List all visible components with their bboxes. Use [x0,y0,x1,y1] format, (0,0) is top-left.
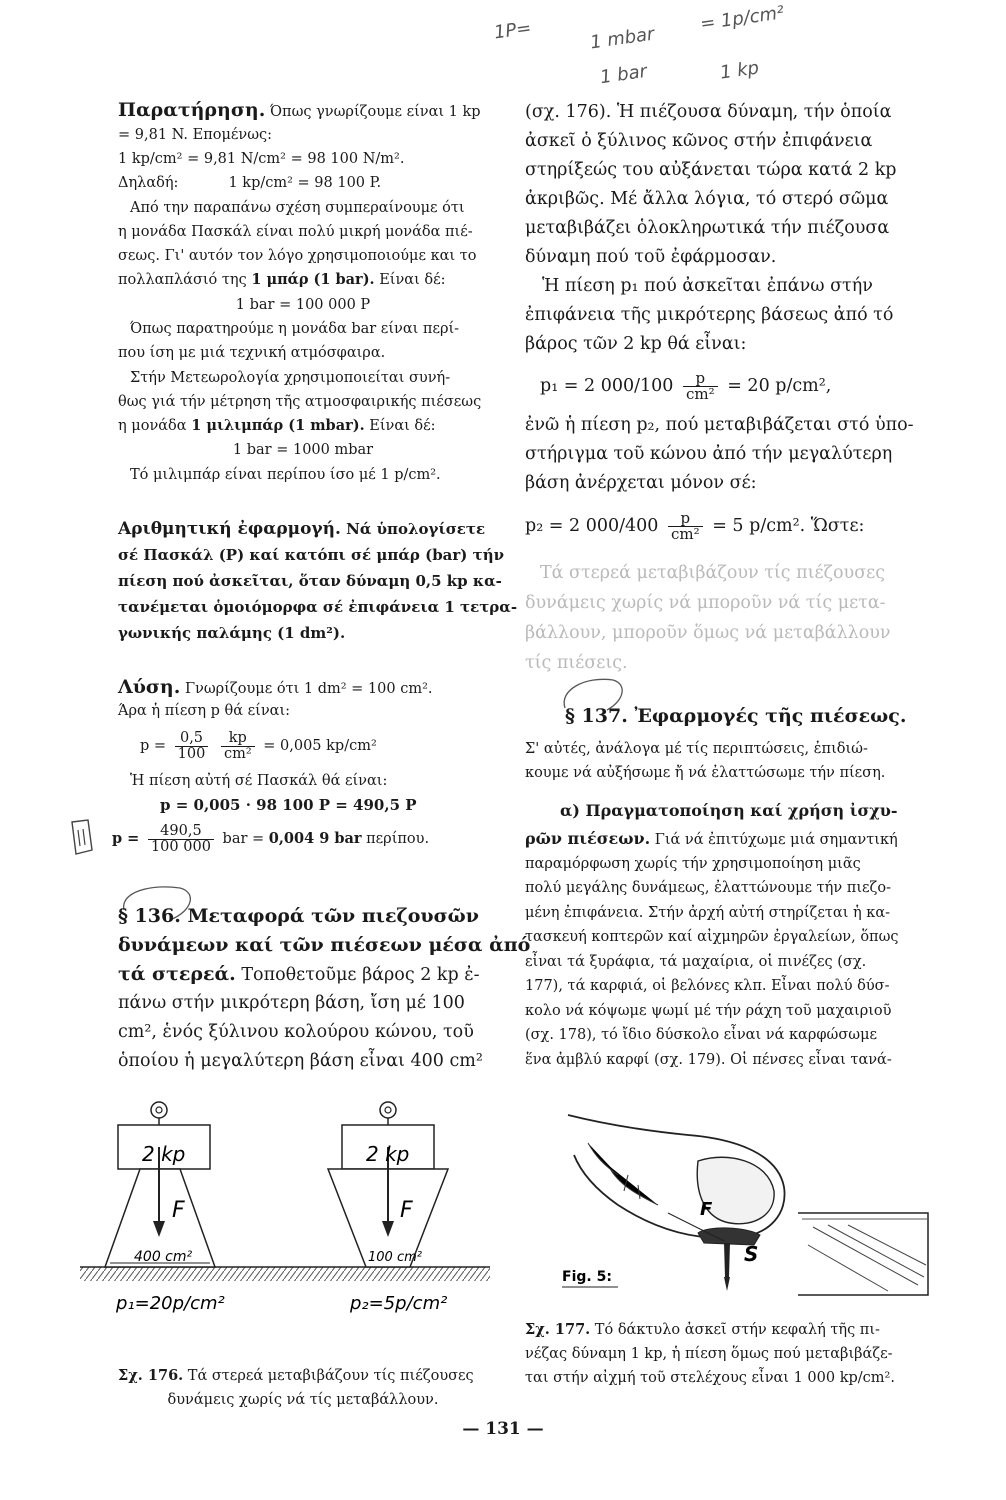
area-label-right: 100 cm² [368,1250,422,1265]
text-line: ἕνα ἀμβλύ καρφί (σχ. 179). Οἱ πένσες εἶναι τανά- [525,1052,892,1068]
fig-label: Fig. 5: [562,1269,612,1285]
handwritten-note: 1 bar [598,60,649,89]
text-line: (σχ. 176). Ἡ πιέζουσα δύναμη, τήν ὁποία [525,102,892,122]
weight-label-right: 2 kp [366,1142,410,1166]
weight-label-left: 2 kp [142,1142,186,1166]
application-title: Αριθμητική ἐφαρμογή. [118,519,341,539]
thumbtack-pin [724,1243,730,1277]
page-number: — 131 — [462,1419,544,1439]
text-line: θως γιά τήν μέτρηση τῆς ατμοσφαιρικής πιέσεως [118,394,482,410]
application-text: τανέμεται ὁμοιόμορφα σέ ἐπιφάνεια 1 τετρα- [118,598,518,616]
label-s: S [744,1242,759,1266]
text-line: Ἡ πίεση αὐτή σέ Πασκάλ θά είναι: [130,773,388,789]
section-136-line: cm², ἑνός ξύλινου κολούρου κώνου, τοῦ [118,1022,474,1042]
text-line: κολο νά κόψωμε ψωμί μέ τήν ράχη τοῦ μαχαιριοῦ [525,1003,892,1019]
text-line: σεως. Γι' αυτόν τον λόγο χρησιμοποιούμε και το [118,248,477,264]
equation-5: p₂ = 2 000/400 $\frac{p}{\text{cm²}}$ = 5 p/cm². Ὥστε: [525,509,865,543]
text-line: ἐνῶ ἡ πίεση p₂, πού μεταβιβάζεται στό ὑπο- [525,415,914,435]
text-line: Ἡ πίεση p₁ πού ἀσκεῖται ἐπάνω στήν [542,276,873,296]
formula-line: 1 bar = 1000 mbar [232,442,374,458]
section-136-line: πάνω στήν μικρότερη βάση, ἴση μέ 100 [118,993,465,1013]
section-136-title: δυνάμεων καί τῶν πιέσεων μέσα ἀπό [118,934,531,956]
section-136-line: ὁποίου ἡ μεγαλύτερη βάση εἶναι 400 cm² [118,1051,483,1071]
text-line: Στήν Μετεωρολογία χρησιμοποιείται συνή- [130,370,451,386]
application-text: πίεση πού ἀσκεῖται, ὅταν δύναμη 0,5 kp κα- [118,572,502,590]
text-line: πολύ μεγάλης δυνάμεως, ἐλαττώνουμε τήν πιεζο- [525,880,892,896]
text-line: Τό μιλιμπάρ είναι περίπου ίσο μέ 1 p/cm². [130,467,441,483]
equation-2: p = 0,005 · 98 100 P = 490,5 P [160,796,417,814]
text-line: τασκευή κοπτερῶν καί αἰχμηρῶν ἐργαλείων, ὅπως [525,929,899,945]
formula-line: 1 bar = 100 000 P [235,297,371,313]
faded-conclusion: βάλλουν, μποροῦν ὅμως νά μεταβάλλουν [525,623,891,643]
text-line: στήριγμα τοῦ κώνου ἀπό τήν μεγαλύτερη [525,444,893,464]
text-line: κουμε νά αὐξήσωμε ἤ νά ἐλαττώσωμε τήν πίεση. [525,765,886,781]
remark-line: Παρατήρηση. Όπως γνωρίζουμε είναι 1 kp [118,99,481,121]
text-line: που ίση με μιά τεχνική ατμόσφαιρα. [118,345,386,361]
frustum-right [328,1102,448,1267]
text-line: μεταβιβάζει ὁλοκληρωτικά τήν πιέζουσα [525,218,890,238]
faded-conclusion: δυνάμεις χωρίς νά μποροῦν νά τίς μετα- [525,593,886,613]
section-136-line: τά στερεά. Τοποθετοῦμε βάρος 2 kp ἐ- [118,963,480,985]
text-line: ρῶν πιέσεων. Γιά νά ἐπιτύχωμε μιά σημαντική [525,829,898,848]
application-line: Αριθμητική ἐφαρμογή. Νά ὑπολογίσετε [118,519,486,539]
text-line: η μονάδα Πασκάλ είναι πολύ μικρή μονάδα πιέ- [118,224,473,240]
formula-line: 1 kp/cm² = 9,81 N/cm² = 98 100 N/m². [118,151,405,167]
force-label-left: F [172,1198,185,1223]
text-line: ἐπιφάνεια τῆς μικρότερης βάσεως ἀπό τό [525,305,894,325]
frustum-left [105,1102,215,1267]
figure-176-caption: Σχ. 176. Τά στερεά μεταβιβάζουν τίς πιέζουσες [118,1367,474,1384]
figure-177-caption: Σχ. 177. Τό δάκτυλο ἀσκεῖ στήν κεφαλή τῆς πι- [525,1321,880,1338]
text-line: βάρος τῶν 2 kp θά εἶναι: [525,334,747,354]
pressure-label-right: p₂=5p/cm² [350,1293,448,1314]
application-text: γωνικής παλάμης (1 dm²). [118,624,346,642]
margin-bookmark-icon [66,818,98,858]
text-line: δύναμη πού τοῦ ἐφάρμοσαν. [525,247,777,267]
label-f: F [700,1199,713,1220]
equation-4: p₁ = 2 000/100 $\frac{p}{\text{cm²}}$ = 20 p/cm², [540,369,832,403]
figure-176 [80,1095,500,1345]
subsection-a-title: α) Πραγματοποίηση καί χρήση ἰσχυ- [560,801,898,820]
figure-177-caption: ται στήν αἰχμή τοῦ στελέχους εἶναι 1 000 kp/cm². [525,1370,895,1386]
handwritten-note: 1 mbar [588,23,656,54]
section-137-title: § 137. Ἐφαρμογές τῆς πιέσεως. [565,705,907,727]
text-line: Άρα ἡ πίεση p θά είναι: [118,703,291,719]
text-line: ἀσκεῖ ὁ ξύλινος κῶνος στήν ἐπιφάνεια [525,131,873,151]
text-line: 177), τά καρφιά, οἱ βελόνες κλπ. Εἶναι πολύ δύσ- [525,978,890,994]
text-line: Από την παραπάνω σχέση συμπεραίνουμε ότι [130,200,465,216]
handwritten-note: 1 kp [718,57,761,84]
board-edge [798,1213,928,1295]
text-line: η μονάδα 1 μιλιμπάρ (1 mbar). Είναι δέ: [118,417,436,434]
force-label-right: F [400,1198,413,1223]
equation-3: p = $\frac{490,5}{100 000}$ bar = 0,004 9 bar περίπου. [112,822,430,855]
solution-title: Λύση. [118,676,181,698]
solution-line: Λύση. Γνωρίζουμε ότι 1 dm² = 100 cm². [118,676,433,698]
handwritten-note: = 1p/cm² [698,2,786,35]
area-label-left: 400 cm² [134,1249,193,1265]
application-text: σέ Πασκάλ (P) καί κατόπι σέ μπάρ (bar) τήν [118,546,505,564]
figure-176-caption: δυνάμεις χωρίς νά τίς μεταβάλλουν. [167,1392,439,1408]
text-line: βάση ἀνέρχεται μόνον σέ: [525,473,757,493]
equation-1: p = $\frac{0,5}{100}$ $\frac{kp}{\text{cm²}}$ = 0,005 kp/cm² [140,729,377,762]
text-line: παραμόρφωση χωρίς τήν χρησιμοποίηση μιᾶς [525,856,861,872]
text-line: μένη ἐπιφάνεια. Στήν ἀρχή αὐτή στηρίζεται ἡ κα- [525,905,891,921]
ground-hatch [80,1267,490,1281]
text-line: ἀκριβῶς. Μέ ἄλλα λόγια, τό στερό σῶμα [525,189,889,209]
text-line: Σ' αὐτές, ἀνάλογα μέ τίς περιπτώσεις, ἐπιδιώ- [525,741,868,757]
faded-conclusion: Τά στερεά μεταβιβάζουν τίς πιέζουσες [540,563,886,583]
text-line: πολλαπλάσιό της 1 μπάρ (1 bar). Είναι δέ: [118,271,446,288]
text-line: στηρίξεώς του αὐξάνεται τώρα κατά 2 kp [525,160,897,180]
text-line: = 9,81 N. Επομένως: [118,127,273,143]
figure-177 [548,1095,938,1305]
handwritten-note: 1P= [492,17,533,44]
remark-title: Παρατήρηση. [118,99,266,121]
formula-line: Δηλαδή: 1 kp/cm² = 98 100 P. [118,175,382,191]
section-136-title: § 136. Μεταφορά τῶν πιεζουσῶν [118,905,479,927]
text-line: (σχ. 178), τό ἴδιο δύσκολο εἶναι νά καρφώσωμε [525,1027,878,1043]
faded-conclusion: τίς πιέσεις. [525,653,628,673]
pressure-label-left: p₁=20p/cm² [116,1293,225,1314]
text-line: εἶναι τά ξυράφια, τά μαχαίρια, οἱ πινέζες (σχ. [525,954,867,970]
figure-177-caption: νέζας δύναμη 1 kp, ἡ πίεση ὅμως πού μεταβιβάζε- [525,1346,893,1362]
text-line: Όπως παρατηρούμε η μονάδα bar είναι περί- [130,321,460,337]
